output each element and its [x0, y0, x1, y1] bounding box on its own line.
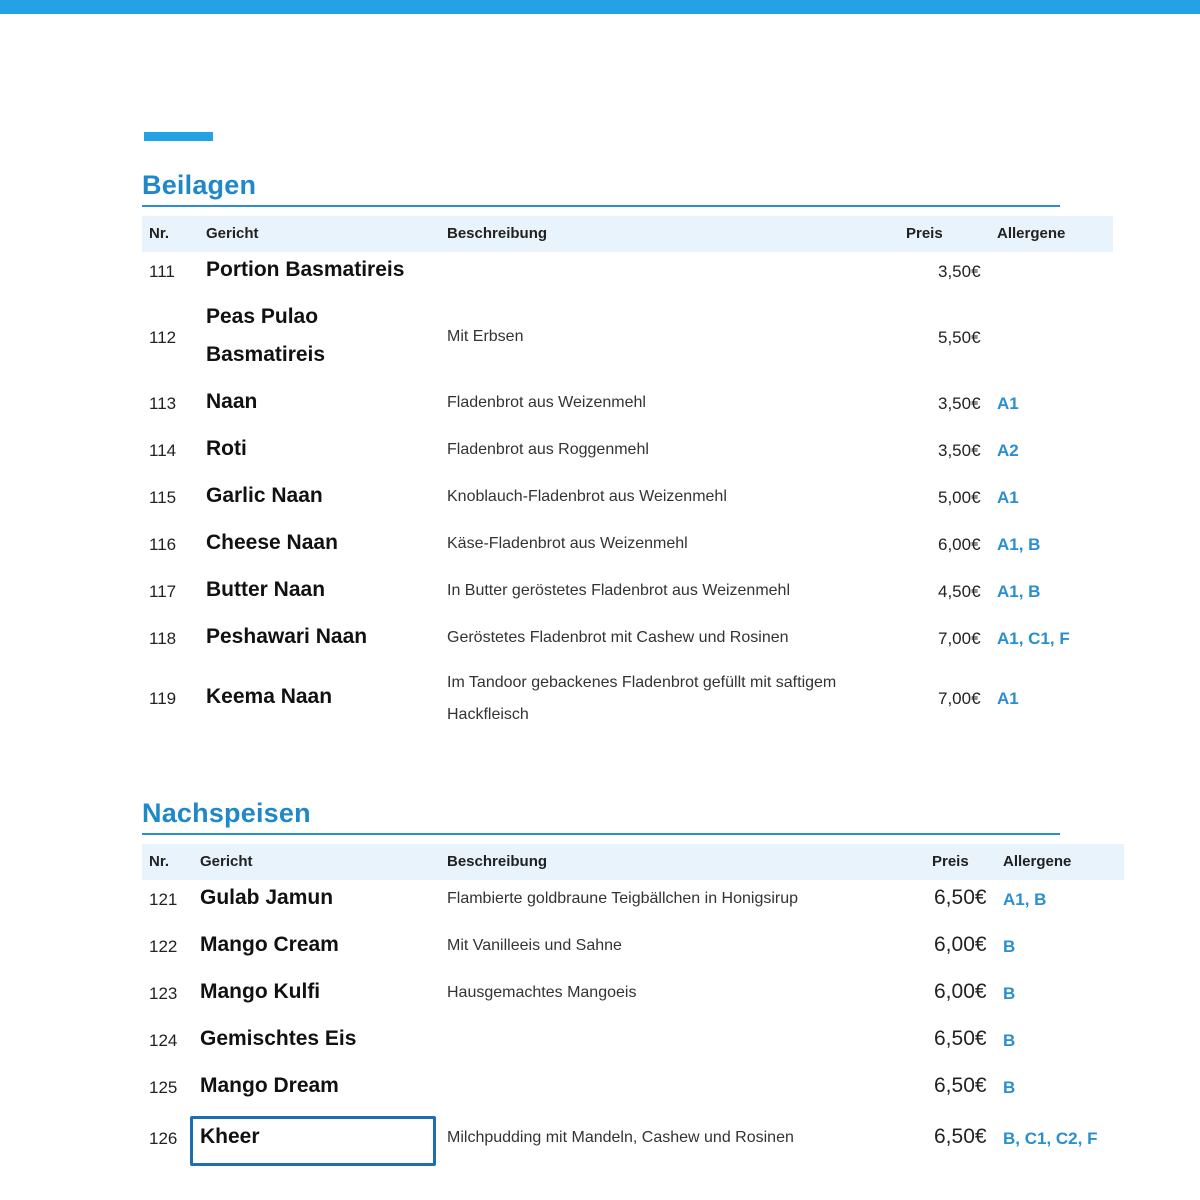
description: In Butter geröstetes Fladenbrot aus Weizenmehl — [447, 582, 790, 599]
price: 5,00€ — [938, 488, 981, 507]
allergen-codes: B — [1003, 1031, 1016, 1050]
allergen-codes: A1, C1, F — [997, 629, 1070, 648]
allergen-codes: B — [1003, 937, 1016, 956]
allergen-codes: A1, B — [997, 582, 1041, 601]
item-number: 121 — [149, 890, 178, 909]
description: Hausgemachtes Mangoeis — [447, 984, 637, 1001]
description: Milchpudding mit Mandeln, Cashew und Rosinen — [447, 1129, 794, 1146]
description: Flambierte goldbraune Teigbällchen in Honigsirup — [447, 890, 799, 907]
allergen-codes: B, C1, C2, F — [1003, 1129, 1098, 1148]
allergen-codes: A1 — [997, 689, 1019, 708]
allergen-codes: A1, B — [1003, 890, 1047, 909]
price: 6,00€ — [938, 535, 981, 554]
description: Mit Erbsen — [447, 328, 524, 345]
item-number: 125 — [149, 1078, 178, 1097]
item-number: 126 — [149, 1129, 178, 1148]
description: Käse-Fladenbrot aus Weizenmehl — [447, 535, 688, 552]
item-number: 112 — [149, 328, 177, 347]
price: 6,00€ — [934, 980, 987, 1003]
header-gericht: Gericht — [206, 225, 259, 242]
dish-name: Mango Dream — [200, 1074, 339, 1097]
item-number: 116 — [149, 535, 177, 554]
header-preis: Preis — [932, 853, 969, 870]
dish-name: Mango Kulfi — [200, 980, 321, 1003]
price: 5,50€ — [938, 328, 981, 347]
dish-name: Portion Basmatireis — [206, 258, 405, 281]
section-rule — [142, 205, 1060, 207]
allergen-codes: A1 — [997, 394, 1019, 413]
item-number: 111 — [149, 262, 175, 281]
description: Mit Vanilleeis und Sahne — [447, 937, 622, 954]
section-accent-mark — [144, 132, 213, 141]
header-gericht: Gericht — [200, 853, 253, 870]
price: 6,50€ — [934, 886, 987, 909]
dish-name: Naan — [206, 390, 258, 413]
description: Im Tandoor gebackenes Fladenbrot gefüllt mit saftigem Hackfleisch — [447, 674, 837, 723]
description: Fladenbrot aus Roggenmehl — [447, 441, 649, 458]
allergen-codes: B — [1003, 984, 1016, 1003]
allergen-codes: A1, B — [997, 535, 1041, 554]
price: 3,50€ — [938, 262, 981, 281]
price: 6,50€ — [934, 1125, 987, 1148]
header-allergene: Allergene — [1003, 853, 1072, 870]
item-number: 115 — [149, 488, 177, 507]
section-title-nachspeisen: Nachspeisen — [142, 798, 311, 828]
dish-name: Peas Pulao Basmatireis — [206, 305, 326, 366]
allergen-codes: B — [1003, 1078, 1016, 1097]
top-accent-bar — [0, 0, 1200, 14]
description: Knoblauch-Fladenbrot aus Weizenmehl — [447, 488, 727, 505]
header-beschreibung: Beschreibung — [447, 225, 548, 242]
section-title-beilagen: Beilagen — [142, 170, 257, 200]
item-number: 114 — [149, 441, 177, 460]
dish-name: Garlic Naan — [206, 484, 323, 507]
dish-name: Peshawari Naan — [206, 625, 368, 648]
description: Fladenbrot aus Weizenmehl — [447, 394, 646, 411]
item-number: 117 — [149, 582, 177, 601]
item-number: 123 — [149, 984, 178, 1003]
header-allergene: Allergene — [997, 225, 1066, 242]
header-nr: Nr. — [149, 225, 170, 242]
price: 4,50€ — [938, 582, 981, 601]
allergen-codes: A1 — [997, 488, 1019, 507]
section-rule — [142, 833, 1060, 835]
price: 6,00€ — [934, 933, 987, 956]
price: 3,50€ — [938, 394, 981, 413]
dish-name: Mango Cream — [200, 933, 339, 956]
header-beschreibung: Beschreibung — [447, 853, 548, 870]
table-header — [142, 844, 1124, 880]
dish-name: Roti — [206, 437, 247, 460]
price: 7,00€ — [938, 629, 981, 648]
table-header — [142, 216, 1113, 252]
dish-name: Gulab Jamun — [200, 886, 334, 909]
description: Geröstetes Fladenbrot mit Cashew und Rosinen — [447, 629, 789, 646]
item-number: 119 — [149, 689, 177, 708]
item-number: 118 — [149, 629, 177, 648]
dish-name: Gemischtes Eis — [200, 1027, 357, 1050]
price: 6,50€ — [934, 1074, 987, 1097]
item-number: 113 — [149, 394, 177, 413]
dish-name: Cheese Naan — [206, 531, 338, 554]
dish-name: Keema Naan — [206, 685, 333, 708]
item-number: 122 — [149, 937, 178, 956]
price: 7,00€ — [938, 689, 981, 708]
dish-name: Kheer — [200, 1125, 260, 1148]
header-preis: Preis — [906, 225, 943, 242]
item-number: 124 — [149, 1031, 178, 1050]
header-nr: Nr. — [149, 853, 170, 870]
allergen-codes: A2 — [997, 441, 1019, 460]
price: 6,50€ — [934, 1027, 987, 1050]
dish-name: Butter Naan — [206, 578, 326, 601]
price: 3,50€ — [938, 441, 981, 460]
